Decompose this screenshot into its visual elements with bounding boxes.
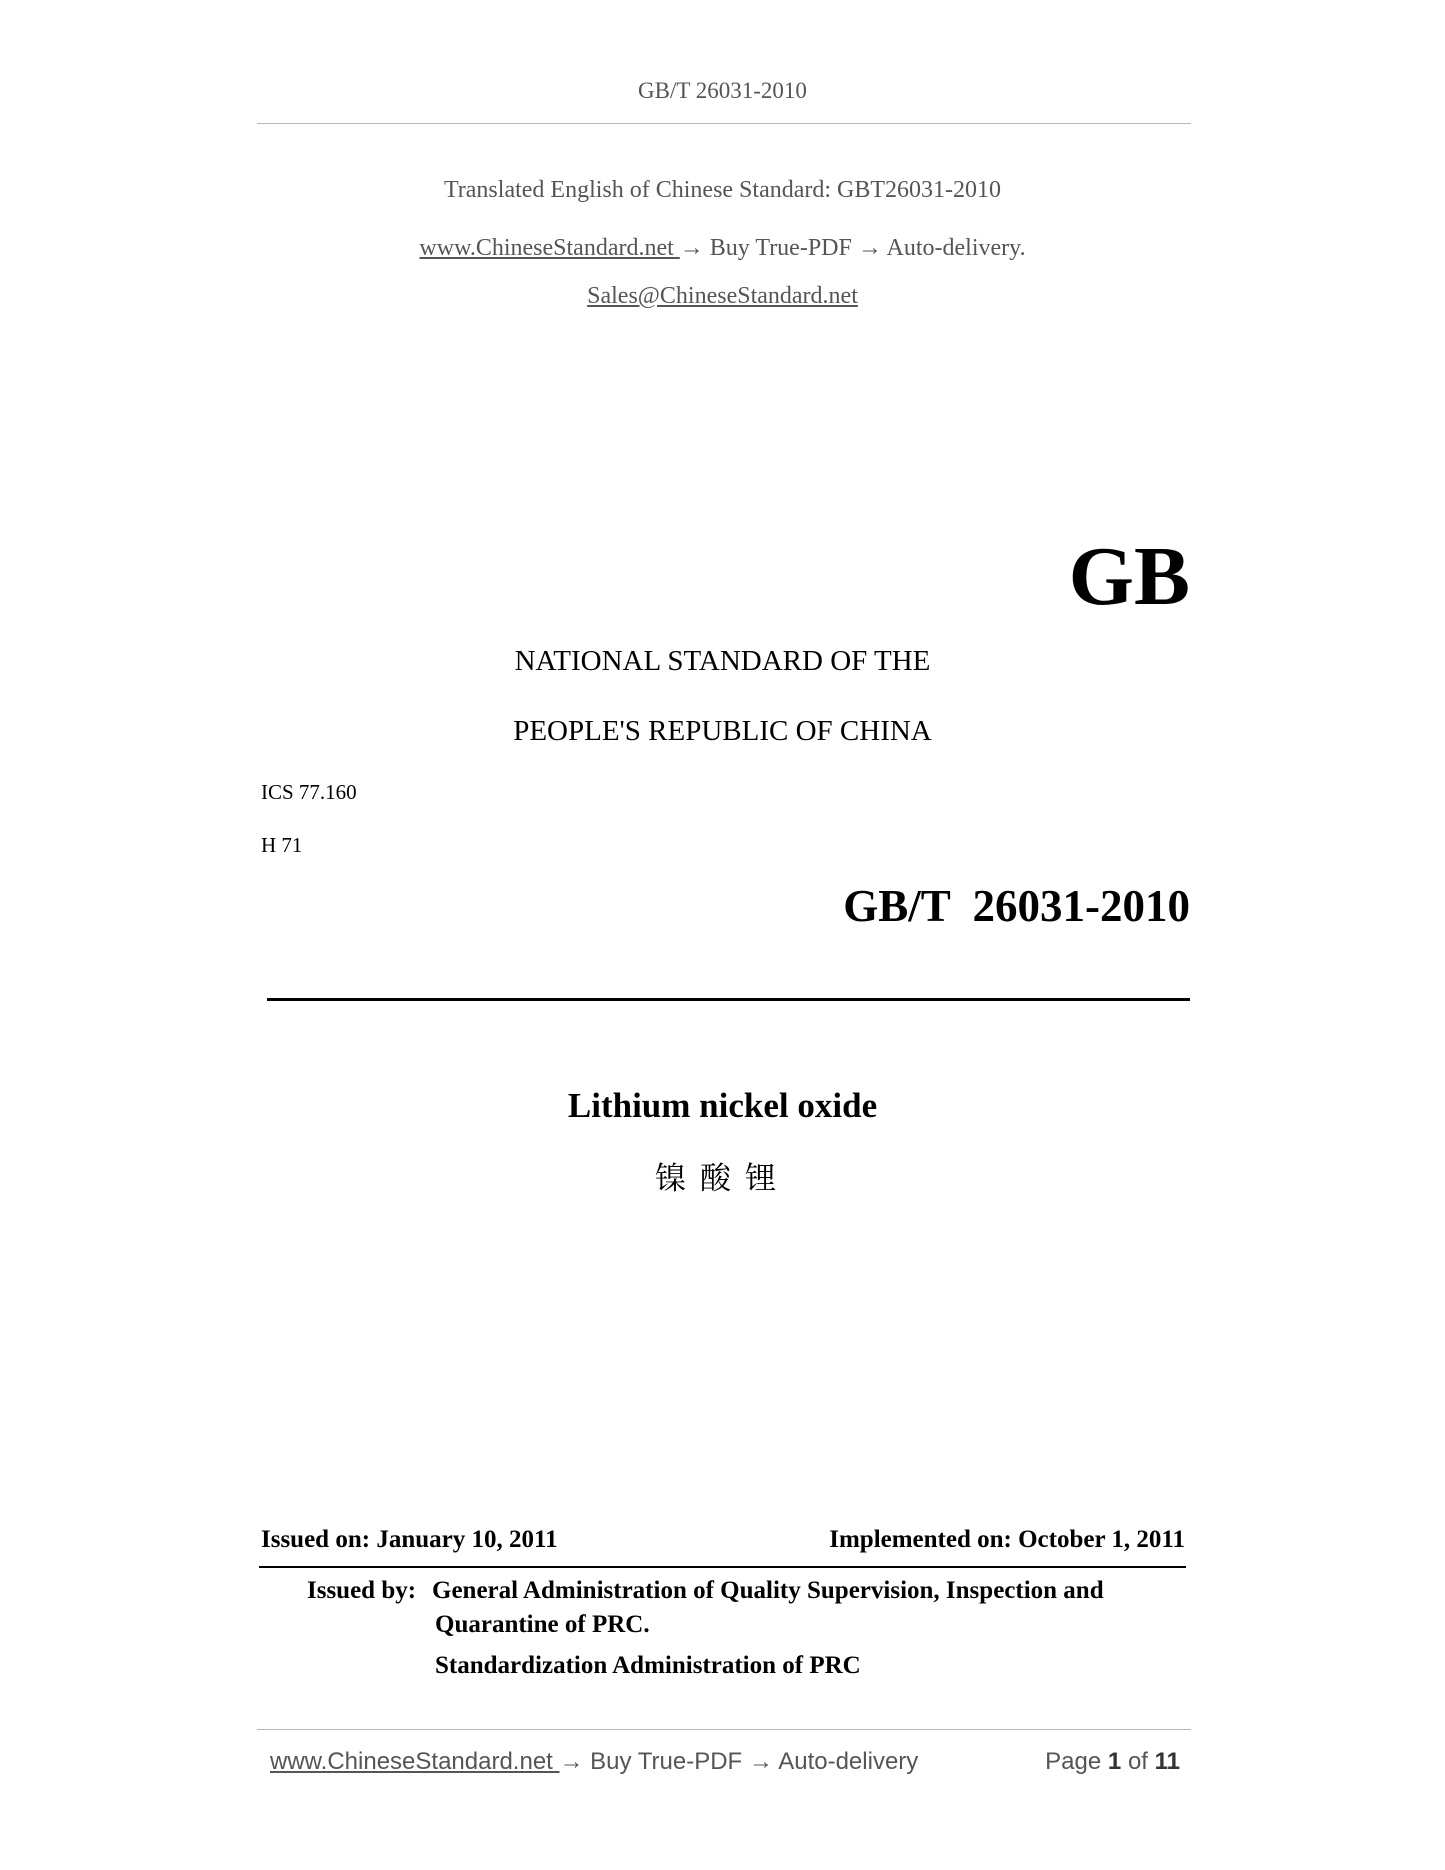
national-standard-line-2: PEOPLE'S REPUBLIC OF CHINA bbox=[513, 715, 932, 747]
title-chinese: 镍酸锂 bbox=[655, 1161, 790, 1197]
title-divider bbox=[267, 998, 1190, 1001]
footer-buy-line bbox=[270, 1748, 918, 1776]
ics-code: ICS 77.160 bbox=[261, 780, 357, 804]
footer-divider bbox=[257, 1729, 1191, 1730]
sales-email-link[interactable]: Sales@ChineseStandard.net bbox=[587, 283, 858, 309]
page-of: of bbox=[1127, 1748, 1148, 1775]
buy-line bbox=[0, 235, 1445, 262]
issuer-line-2: Quarantine of PRC. bbox=[435, 1611, 650, 1638]
footer-buy-text: → Buy True-PDF → Auto-delivery bbox=[559, 1748, 919, 1775]
page-current: 1 bbox=[1107, 1748, 1122, 1775]
dates-divider bbox=[259, 1566, 1186, 1568]
ccs-code: H 71 bbox=[261, 833, 303, 857]
title-english: Lithium nickel oxide bbox=[567, 1086, 878, 1125]
implemented-on-date: Implemented on: October 1, 2011 bbox=[829, 1526, 1185, 1553]
national-standard-line-1: NATIONAL STANDARD OF THE bbox=[514, 645, 931, 677]
issued-on-date: Issued on: January 10, 2011 bbox=[261, 1526, 558, 1553]
header-divider bbox=[257, 123, 1191, 124]
gb-logo: GB bbox=[1068, 530, 1190, 623]
footer-site-link[interactable]: www.ChineseStandard.net bbox=[270, 1748, 560, 1775]
running-header: GB/T 26031-2010 bbox=[638, 78, 807, 103]
issuer-line-1: General Administration of Quality Supervision, Inspection and bbox=[432, 1577, 1104, 1604]
page-total: 11 bbox=[1154, 1748, 1180, 1775]
page-indicator bbox=[960, 1748, 1180, 1776]
sales-line bbox=[0, 283, 1445, 310]
buy-text: → Buy True-PDF → Auto-delivery. bbox=[679, 235, 1026, 261]
page-label: Page bbox=[1045, 1748, 1102, 1775]
standard-number: GB/T 26031-2010 bbox=[843, 881, 1190, 931]
site-link[interactable]: www.ChineseStandard.net bbox=[419, 235, 680, 261]
issuer-line-3: Standardization Administration of PRC bbox=[435, 1652, 861, 1679]
translation-note: Translated English of Chinese Standard: GBT26031-2010 bbox=[443, 177, 1002, 203]
issued-by-label: Issued by: bbox=[307, 1577, 417, 1604]
